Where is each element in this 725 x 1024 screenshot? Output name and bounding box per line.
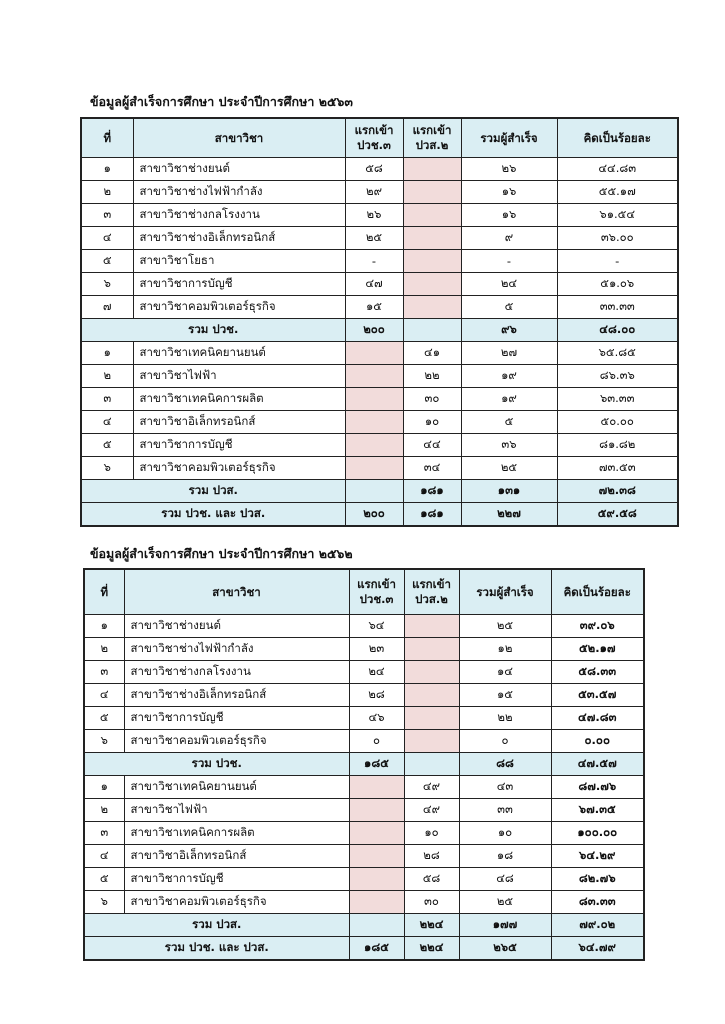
program-name: สาขาวิชาคอมพิวเตอร์ธุรกิจ <box>124 891 349 914</box>
table-row <box>81 158 678 181</box>
table-cell: ๕๘ <box>404 868 459 891</box>
table-row <box>81 342 678 365</box>
table-cell: ๕ <box>461 296 557 319</box>
table-cell: - <box>345 250 403 273</box>
total-cell: ๑๘๑ <box>403 503 461 527</box>
program-name: สาขาวิชาเทคนิคยานยนต์ <box>133 342 345 365</box>
table-row <box>81 273 678 296</box>
table-cell: ๑ <box>81 158 133 181</box>
table-cell: - <box>557 250 678 273</box>
table-row <box>84 822 644 845</box>
table-row <box>81 388 678 411</box>
table-cell: ๓ <box>84 661 124 684</box>
table-cell <box>403 273 461 296</box>
table-cell: ๒๕ <box>459 615 551 638</box>
program-name: สาขาวิชาการบัญชี <box>124 868 349 891</box>
table-cell: ๑๐ <box>459 822 551 845</box>
table-cell: ๒๕ <box>461 457 557 480</box>
table-cell: ๕ <box>461 411 557 434</box>
table-cell <box>345 365 403 388</box>
table-cell: ๖๓.๓๓ <box>557 388 678 411</box>
total-cell: ๒๖๕ <box>459 937 551 961</box>
table-row <box>81 181 678 204</box>
table-cell: ๓๖ <box>461 434 557 457</box>
table-row <box>84 776 644 799</box>
total-cell <box>404 753 459 776</box>
table-cell: ๑๕ <box>345 296 403 319</box>
table-cell: ๑๖ <box>461 204 557 227</box>
table-cell: ๘๓.๓๓ <box>551 891 644 914</box>
table-cell: ๔๙ <box>404 776 459 799</box>
table-cell: ๐ <box>349 730 404 753</box>
table-cell: ๒๘ <box>404 845 459 868</box>
table-cell: ๒๔ <box>461 273 557 296</box>
total-cell: ๙๖ <box>461 319 557 342</box>
program-name: สาขาวิชาอิเล็กทรอนิกส์ <box>133 411 345 434</box>
table-cell: ๔๗.๘๓ <box>551 707 644 730</box>
graduates-2562-table <box>83 568 645 961</box>
total-cell: ๔๘.๐๐ <box>557 319 678 342</box>
program-name: สาขาวิชาคอมพิวเตอร์ธุรกิจ <box>133 457 345 480</box>
total-cell: ๒๐๐ <box>345 319 403 342</box>
column-header: คิดเป็นร้อยละ <box>551 569 644 615</box>
table-cell: ๔๙ <box>404 799 459 822</box>
table-cell: ๒๗ <box>461 342 557 365</box>
total-label: รวม ปวช. <box>81 319 345 342</box>
table-cell: ๓ <box>81 388 133 411</box>
program-name: สาขาวิชาไฟฟ้า <box>133 365 345 388</box>
total-row <box>81 503 678 527</box>
column-header: ที่ <box>84 569 124 615</box>
table-cell: ๒๖ <box>345 204 403 227</box>
program-name: สาขาวิชาไฟฟ้า <box>124 799 349 822</box>
program-name: สาขาวิชาช่างยนต์ <box>133 158 345 181</box>
table-cell: ๔๔ <box>403 434 461 457</box>
table-row <box>84 868 644 891</box>
table-cell: ๔ <box>81 411 133 434</box>
table-cell: ๕๕.๑๗ <box>557 181 678 204</box>
table-cell: ๖ <box>84 730 124 753</box>
table-cell: ๕ <box>81 250 133 273</box>
table-cell: ๑๔ <box>459 661 551 684</box>
table-row <box>84 730 644 753</box>
table-cell: ๔๖ <box>349 707 404 730</box>
table-cell: ๔ <box>84 845 124 868</box>
table-row <box>84 799 644 822</box>
table-cell: ๓๙.๐๖ <box>551 615 644 638</box>
table-cell <box>345 457 403 480</box>
total-label: รวม ปวช. <box>84 753 349 776</box>
table-cell: ๑๙ <box>461 365 557 388</box>
total-cell <box>403 319 461 342</box>
program-name: สาขาวิชาการบัญชี <box>124 707 349 730</box>
table-cell: ๓๖.๐๐ <box>557 227 678 250</box>
table-cell: ๓ <box>81 204 133 227</box>
table-cell: ๕๓.๕๗ <box>551 684 644 707</box>
table-cell: ๓๓ <box>459 799 551 822</box>
table-cell <box>403 204 461 227</box>
program-name: สาขาวิชาช่างยนต์ <box>124 615 349 638</box>
table-cell: ๓๐ <box>404 891 459 914</box>
program-name: สาขาวิชาอิเล็กทรอนิกส์ <box>124 845 349 868</box>
total-row <box>81 480 678 503</box>
table-cell: ๑๐๐.๐๐ <box>551 822 644 845</box>
column-header: รวมผู้สำเร็จ <box>459 569 551 615</box>
table2-title: ข้อมูลผู้สำเร็จการศึกษา ประจำปีการศึกษา ๒๕๖๒ <box>90 546 353 561</box>
table-row <box>81 204 678 227</box>
table-row <box>84 707 644 730</box>
table-cell: ๒๕ <box>459 891 551 914</box>
program-name: สาขาวิชาเทคนิคการผลิต <box>133 388 345 411</box>
column-header: แรกเข้า ปวส.๒ <box>403 118 461 158</box>
table-cell: ๐ <box>459 730 551 753</box>
total-cell: ๑๘๕ <box>349 753 404 776</box>
table-cell <box>345 388 403 411</box>
total-cell: ๖๔.๗๙ <box>551 937 644 961</box>
total-cell: ๒๐๐ <box>345 503 403 527</box>
total-cell: ๒๒๗ <box>461 503 557 527</box>
table-cell: ๕ <box>84 868 124 891</box>
table-cell <box>403 181 461 204</box>
table-cell: ๖๕.๘๕ <box>557 342 678 365</box>
table-cell: ๒ <box>81 365 133 388</box>
table-cell <box>403 250 461 273</box>
table-cell: - <box>461 250 557 273</box>
table-cell: ๒ <box>84 799 124 822</box>
table-cell: ๕๐.๐๐ <box>557 411 678 434</box>
total-label: รวม ปวส. <box>84 914 349 937</box>
table-row <box>84 638 644 661</box>
table1-title: ข้อมูลผู้สำเร็จการศึกษา ประจำปีการศึกษา ๒๕๖๓ <box>90 94 353 109</box>
program-name: สาขาวิชาช่างไฟฟ้ากำลัง <box>133 181 345 204</box>
table-cell <box>404 615 459 638</box>
column-header: สาขาวิชา <box>133 118 345 158</box>
table-cell <box>349 845 404 868</box>
table-cell: ๖ <box>84 891 124 914</box>
header-row <box>81 118 678 158</box>
column-header: ที่ <box>81 118 133 158</box>
total-cell: ๗๒.๓๘ <box>557 480 678 503</box>
table-cell: ๖ <box>81 457 133 480</box>
column-header: แรกเข้า ปวช.๓ <box>349 569 404 615</box>
table-cell <box>403 227 461 250</box>
graduates-2563-table <box>80 117 679 527</box>
table-row <box>81 296 678 319</box>
table-cell: ๓ <box>84 822 124 845</box>
table-cell: ๑๖ <box>461 181 557 204</box>
total-row <box>84 914 644 937</box>
table-cell: ๒๘ <box>349 684 404 707</box>
table-cell <box>404 730 459 753</box>
table-cell: ๖๔ <box>349 615 404 638</box>
table-cell: ๒๓ <box>349 638 404 661</box>
table-cell: ๕ <box>81 434 133 457</box>
table-cell: ๔๘ <box>459 868 551 891</box>
table-row <box>84 615 644 638</box>
total-row <box>84 937 644 961</box>
table-cell <box>345 434 403 457</box>
table-row <box>84 661 644 684</box>
table-cell: ๑๘ <box>459 845 551 868</box>
table-cell: ๑๐ <box>404 822 459 845</box>
table-cell: ๓๔ <box>403 457 461 480</box>
table-cell: ๖๗.๓๕ <box>551 799 644 822</box>
table-cell: ๕๑.๐๖ <box>557 273 678 296</box>
table-cell: ๔๓ <box>459 776 551 799</box>
program-name: สาขาวิชาช่างอิเล็กทรอนิกส์ <box>124 684 349 707</box>
column-header: สาขาวิชา <box>124 569 349 615</box>
table-cell <box>404 707 459 730</box>
program-name: สาขาวิชาช่างกลโรงงาน <box>124 661 349 684</box>
table-cell: ๕๘.๓๓ <box>551 661 644 684</box>
program-name: สาขาวิชาคอมพิวเตอร์ธุรกิจ <box>133 296 345 319</box>
total-cell: ๒๒๔ <box>404 914 459 937</box>
table-cell: ๘๑.๘๒ <box>557 434 678 457</box>
column-header: แรกเข้า ปวส.๒ <box>404 569 459 615</box>
table-row <box>84 684 644 707</box>
table-row <box>81 227 678 250</box>
table-cell: ๑ <box>84 776 124 799</box>
table-row <box>84 891 644 914</box>
total-cell: ๘๘ <box>459 753 551 776</box>
table-row <box>81 365 678 388</box>
table-cell: ๑ <box>84 615 124 638</box>
program-name: สาขาวิชาช่างไฟฟ้ากำลัง <box>124 638 349 661</box>
table-cell: ๗ <box>81 296 133 319</box>
table-row <box>81 411 678 434</box>
table-cell: ๒ <box>81 181 133 204</box>
table-cell: ๖๑.๕๔ <box>557 204 678 227</box>
table-cell: ๐.๐๐ <box>551 730 644 753</box>
table-cell: ๘๒.๗๖ <box>551 868 644 891</box>
table-cell: ๔ <box>84 684 124 707</box>
total-cell: ๑๗๗ <box>459 914 551 937</box>
total-cell: ๒๒๔ <box>404 937 459 961</box>
table-cell <box>403 158 461 181</box>
table-cell: ๔๗ <box>345 273 403 296</box>
table-cell: ๒๕ <box>345 227 403 250</box>
table-cell: ๑ <box>81 342 133 365</box>
total-row <box>84 753 644 776</box>
table-cell: ๕๘ <box>345 158 403 181</box>
table-cell: ๘๖.๓๖ <box>557 365 678 388</box>
program-name: สาขาวิชาการบัญชี <box>133 434 345 457</box>
table-cell: ๔ <box>81 227 133 250</box>
table-cell: ๖๔.๒๙ <box>551 845 644 868</box>
total-cell <box>349 914 404 937</box>
table-cell: ๒๒ <box>403 365 461 388</box>
table-cell: ๑๙ <box>461 388 557 411</box>
table-cell <box>403 296 461 319</box>
table-row <box>84 845 644 868</box>
program-name: สาขาวิชาการบัญชี <box>133 273 345 296</box>
total-cell: ๑๘๕ <box>349 937 404 961</box>
total-cell: ๑๘๑ <box>403 480 461 503</box>
table-cell <box>349 799 404 822</box>
table-cell: ๕ <box>84 707 124 730</box>
table-cell: ๑๒ <box>459 638 551 661</box>
table-cell: ๓๓.๓๓ <box>557 296 678 319</box>
total-label: รวม ปวช. และ ปวส. <box>84 937 349 961</box>
total-cell: ๗๙.๐๒ <box>551 914 644 937</box>
table-cell <box>404 684 459 707</box>
table-cell: ๖ <box>81 273 133 296</box>
table-cell <box>345 342 403 365</box>
column-header: รวมผู้สำเร็จ <box>461 118 557 158</box>
total-cell: ๕๙.๕๘ <box>557 503 678 527</box>
table-cell: ๒๔ <box>349 661 404 684</box>
table-cell: ๓๐ <box>403 388 461 411</box>
table-cell: ๙ <box>461 227 557 250</box>
table-cell: ๒ <box>84 638 124 661</box>
program-name: สาขาวิชาช่างกลโรงงาน <box>133 204 345 227</box>
table-cell <box>404 661 459 684</box>
table-cell <box>349 776 404 799</box>
table-row <box>81 457 678 480</box>
table-cell: ๗๓.๕๓ <box>557 457 678 480</box>
table-cell <box>349 868 404 891</box>
table-cell: ๔๔.๘๓ <box>557 158 678 181</box>
table-cell: ๔๑ <box>403 342 461 365</box>
table-cell <box>404 638 459 661</box>
header-row <box>84 569 644 615</box>
column-header: คิดเป็นร้อยละ <box>557 118 678 158</box>
table-cell <box>349 822 404 845</box>
total-row <box>81 319 678 342</box>
table-row <box>81 434 678 457</box>
program-name: สาขาวิชาเทคนิคยานยนต์ <box>124 776 349 799</box>
table-cell: ๒๒ <box>459 707 551 730</box>
total-cell: ๔๗.๕๗ <box>551 753 644 776</box>
table-cell: ๘๗.๗๖ <box>551 776 644 799</box>
table-cell <box>345 411 403 434</box>
table-cell: ๑๐ <box>403 411 461 434</box>
program-name: สาขาวิชาโยธา <box>133 250 345 273</box>
total-label: รวม ปวช. และ ปวส. <box>81 503 345 527</box>
program-name: สาขาวิชาช่างอิเล็กทรอนิกส์ <box>133 227 345 250</box>
total-label: รวม ปวส. <box>81 480 345 503</box>
table-cell <box>349 891 404 914</box>
total-cell: ๑๓๑ <box>461 480 557 503</box>
program-name: สาขาวิชาคอมพิวเตอร์ธุรกิจ <box>124 730 349 753</box>
program-name: สาขาวิชาเทคนิคการผลิต <box>124 822 349 845</box>
column-header: แรกเข้า ปวช.๓ <box>345 118 403 158</box>
total-cell <box>345 480 403 503</box>
table-cell: ๕๒.๑๗ <box>551 638 644 661</box>
table-cell: ๒๙ <box>345 181 403 204</box>
table-cell: ๒๖ <box>461 158 557 181</box>
table-cell: ๑๕ <box>459 684 551 707</box>
table-row <box>81 250 678 273</box>
